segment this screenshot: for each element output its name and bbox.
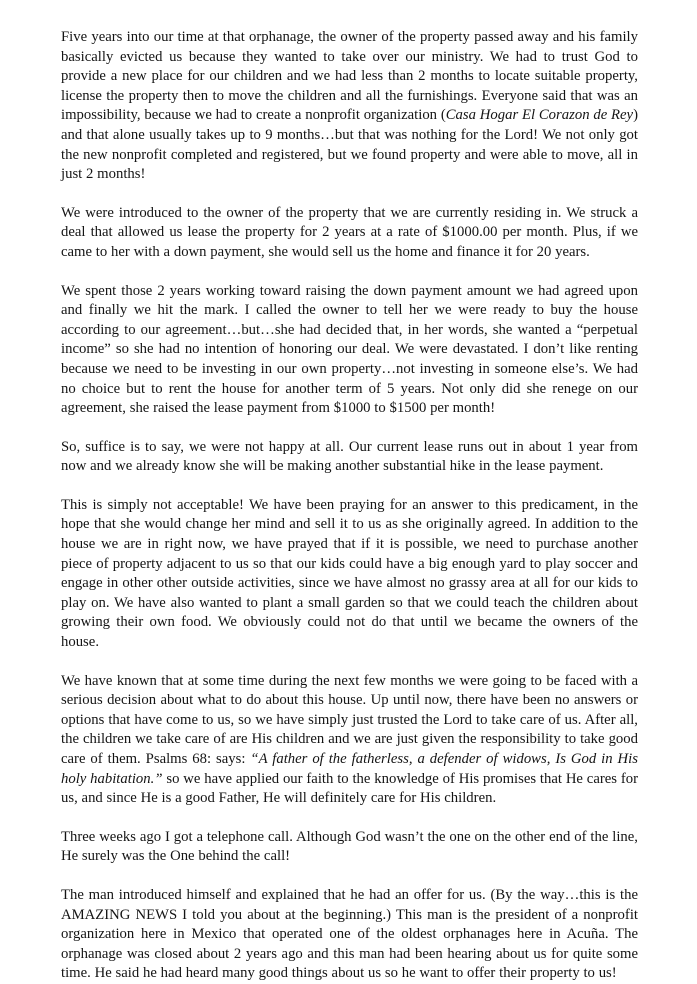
body-text: so we have applied our faith to the knowledge of His promises that He cares for us, and since He is a good Father, He will definitely care for His children. — [61, 770, 638, 807]
body-text: We were introduced to the owner of the property that we are currently residing in. We struck a deal that allowed us lease the property for 2 years at a rate of $1000.00 per month. Plus, if we came to her with a down payment, she would sell us the home and finance it for 20 years. — [61, 204, 638, 260]
paragraph — [61, 496, 638, 653]
paragraph — [61, 828, 638, 867]
body-text: We spent those 2 years working toward raising the down payment amount we had agreed upon and finally we hit the mark. I called the owner to tell her we were ready to buy the house according to our agreement…but…she had decided that, in her words, she wanted a “perpetual income” so she had no intention of honoring our deal. We were devastated. I don’t like renting because we need to be investing in our own property…not investing in someone else’s. We had no choice but to rent the house for another term of 5 years. Not only did she renege on our agreement, she raised the lease payment from $1000 to $1500 per month! — [61, 282, 638, 417]
body-text: So, suffice is to say, we were not happy at all. Our current lease runs out in about 1 year from now and we already know she will be making another substantial hike in the lease payment. — [61, 438, 638, 475]
paragraph — [61, 672, 638, 809]
body-text: The man introduced himself and explained that he had an offer for us. (By the way…this is the AMAZING NEWS I told you about at the beginning.) This man is the president of a nonprofit organization here in Mexico that operated one of the oldest orphanages here in Acuña. The orphanage was closed about 2 years ago and this man had been hearing about us for quite some time. He said he had heard many good things about us so he want to offer their property to us! — [61, 886, 638, 982]
document-text-column — [61, 28, 638, 984]
body-text: We have known that at some time during the next few months we were going to be faced with a serious decision about what to do about this house. Up until now, there have been no answers or options that have come to us, so we have simply just trusted the Lord to take care of us. After all, the children we take care of are His children and we are just given the responsibility to take good care of them. Psalms 68: says: — [61, 672, 638, 767]
paragraph — [61, 438, 638, 477]
paragraph — [61, 204, 638, 263]
body-text: This is simply not acceptable! We have been praying for an answer to this predicament, in the hope that she would change her mind and sell it to us as she originally agreed. In addition to the house we are in right now, we have prayed that if it is possible, we need to purchase another piece of property adjacent to us so that our kids could have a big enough yard to play soccer and engage in other other outside activities, since we have almost no grassy area at all for our kids to play on. We have also wanted to plant a small garden so that we could teach the children about growing their own food. We obviously could not do that until we became the owners of the house. — [61, 496, 638, 651]
italic-text: “A father of the fatherless, a defender of widows, Is God in His holy habitation.” — [61, 751, 638, 787]
body-text: ) and that alone usually takes up to 9 months…but that was nothing for the Lord! We not only got the new nonprofit completed and registered, but we found property and were able to move, all in just 2 months! — [61, 107, 638, 183]
paragraph — [61, 28, 638, 185]
body-text: Three weeks ago I got a telephone call. Although God wasn’t the one on the other end of the line, He surely was the One behind the call! — [61, 828, 638, 865]
italic-text: Casa Hogar El Corazon de Rey — [445, 107, 634, 124]
body-text: Five years into our time at that orphanage, the owner of the property passed away and his family basically evicted us because they wanted to take over our ministry. We had to trust God to provide a new place for our children and we had less than 2 months to locate suitable property, license the property then to move the children and all the furnishings. Everyone said that was an impossibility, because we had to create a nonprofit organization ( — [61, 29, 638, 124]
paragraph — [61, 886, 638, 984]
paragraph — [61, 282, 638, 419]
